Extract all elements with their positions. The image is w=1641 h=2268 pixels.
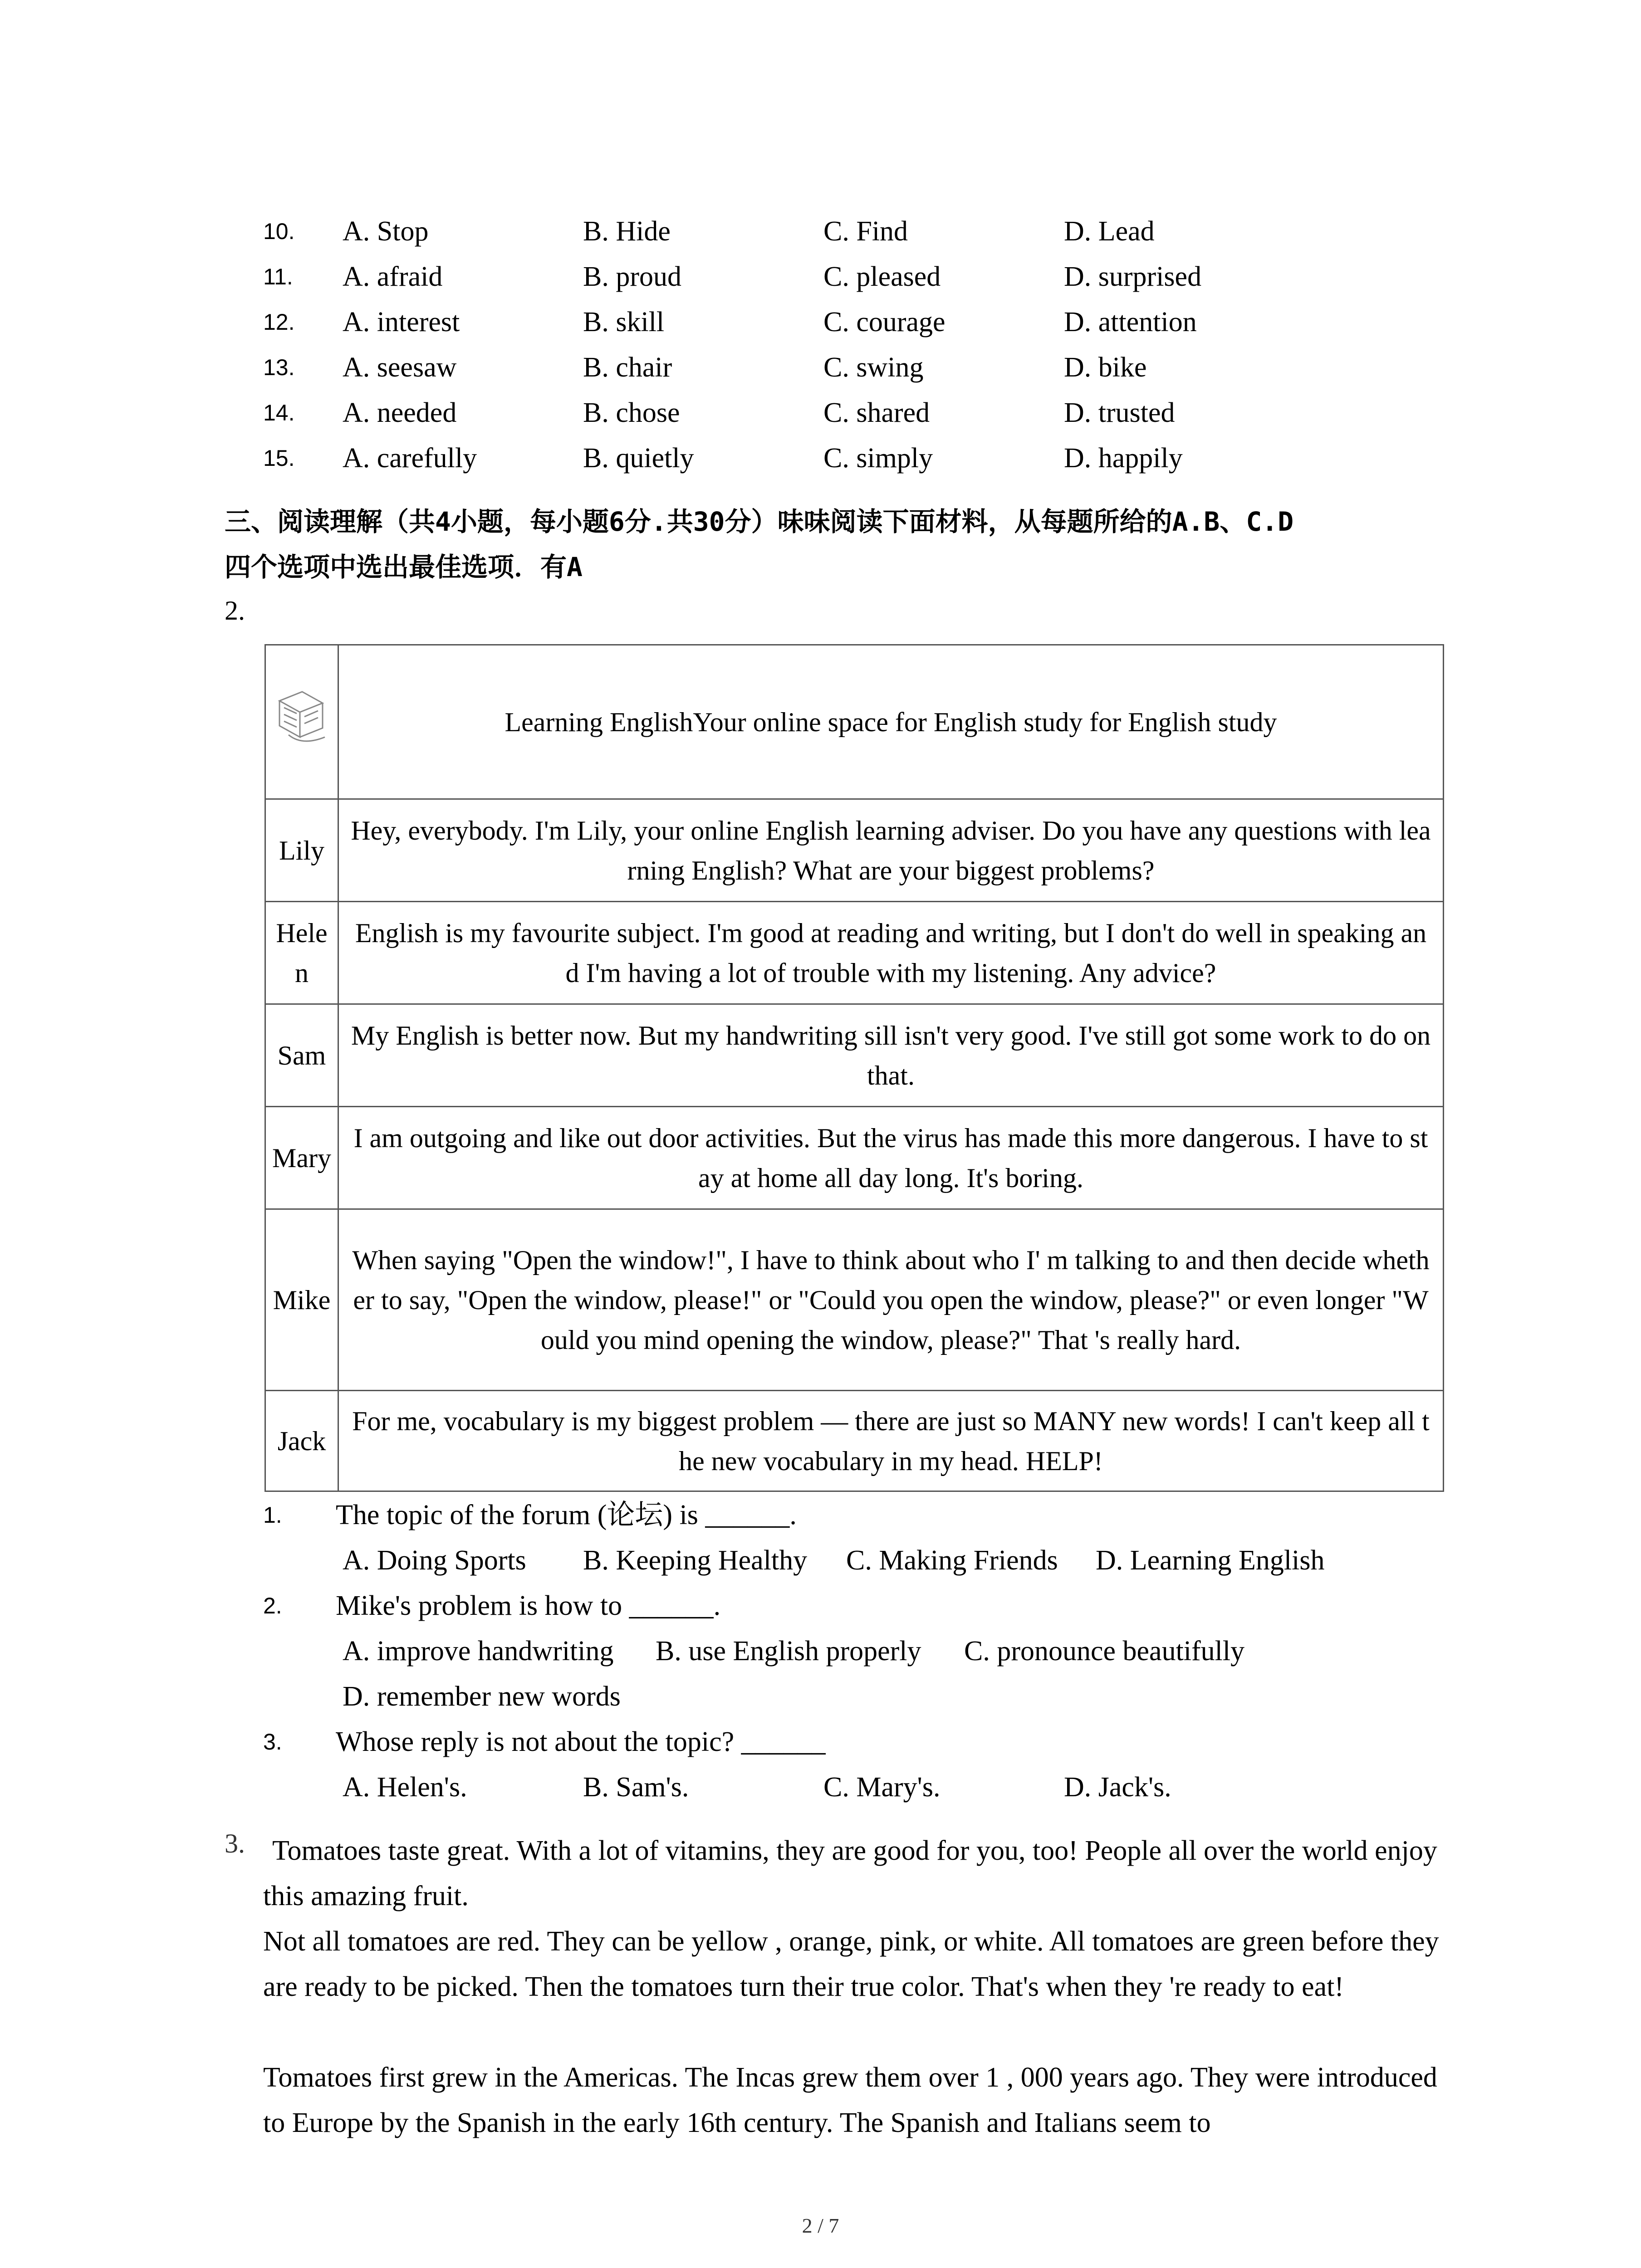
forum-post: For me, vocabulary is my biggest problem — there are just so MANY new words! I can't keep all the new vocabulary in my head. HELP! xyxy=(338,1391,1444,1491)
option-b: B. skill xyxy=(583,307,665,337)
option-c: C. pronounce beautifully xyxy=(964,1636,1245,1667)
option-d: D. attention xyxy=(1064,307,1197,337)
option-a: A. afraid xyxy=(343,261,443,292)
option-c: C. swing xyxy=(823,352,924,383)
option-a: A. Helen's. xyxy=(343,1772,467,1803)
option-d: D. Jack's. xyxy=(1064,1772,1171,1803)
option-d: D. remember new words xyxy=(343,1681,621,1712)
forum-logo-cell xyxy=(265,645,338,799)
books-icon xyxy=(270,683,334,751)
option-d: D. happily xyxy=(1064,443,1183,474)
forum-post: English is my favourite subject. I'm good at reading and writing, but I don't do well in speaking and I'm having a lot of trouble with my listening. Any advice? xyxy=(338,902,1444,1004)
forum-username: Mary xyxy=(265,1107,338,1209)
question-2-number: 2. xyxy=(225,596,245,626)
passage-paragraph-1: Tomatoes taste great. With a lot of vitamins, they are good for you, too! People all over the world enjoy this amazing fruit. xyxy=(263,1835,1437,1911)
option-b: B. chair xyxy=(583,352,672,383)
option-a: A. Stop xyxy=(343,216,429,247)
option-a: A. improve handwriting xyxy=(343,1636,614,1667)
option-a: A. Doing Sports xyxy=(343,1545,526,1576)
option-a: A. carefully xyxy=(343,443,477,474)
option-b: B. Sam's. xyxy=(583,1772,689,1803)
option-c: C. Making Friends xyxy=(846,1545,1058,1576)
option-b: B. Hide xyxy=(583,216,671,247)
forum-username: Lily xyxy=(265,799,338,902)
forum-post: My English is better now. But my handwriting sill isn't very good. I've still got some work to do on that. xyxy=(338,1004,1444,1107)
option-d: D. surprised xyxy=(1064,261,1202,292)
question-number: 3. xyxy=(263,1729,282,1755)
option-b: B. Keeping Healthy xyxy=(583,1545,808,1576)
option-c: C. courage xyxy=(823,307,945,337)
option-a: A. needed xyxy=(343,397,457,428)
forum-row-mary xyxy=(265,1107,1444,1209)
forum-table xyxy=(265,644,1444,1492)
forum-post: I am outgoing and like out door activities. But the virus has made this more dangerous. I have to stay at home all day long. It's boring. xyxy=(338,1107,1444,1209)
option-c: C. pleased xyxy=(823,261,941,292)
question-number: 10. xyxy=(263,219,295,244)
option-d: D. Lead xyxy=(1064,216,1155,247)
option-a: A. interest xyxy=(343,307,460,337)
option-c: C. Find xyxy=(823,216,908,247)
forum-username: Sam xyxy=(265,1004,338,1107)
option-b: B. chose xyxy=(583,397,680,428)
section-heading-line-1: 三、阅读理解（共4小题，每小题6分.共30分）味味阅读下面材料，从每题所给的A.B、C.D xyxy=(225,506,1294,537)
option-a: A. seesaw xyxy=(343,352,457,383)
forum-username: Helen xyxy=(265,902,338,1004)
question-number: 11. xyxy=(263,264,293,289)
question-stem: Mike's problem is how to ______. xyxy=(336,1590,721,1621)
forum-title: Learning EnglishYour online space for English study for English study xyxy=(338,645,1444,799)
forum-username: Jack xyxy=(265,1391,338,1491)
option-c: C. simply xyxy=(823,443,933,474)
forum-post: When saying "Open the window!", I have to think about who I' m talking to and then decide whether to say, "Open the window, please!" or "Could you open the window, please?" or even longer "Would you mind opening the window, please?" That 's really hard. xyxy=(338,1209,1444,1391)
question-number: 13. xyxy=(263,355,295,380)
option-d: D. trusted xyxy=(1064,397,1175,428)
question-stem: The topic of the forum (论坛) is ______. xyxy=(336,1500,797,1530)
option-b: B. proud xyxy=(583,261,681,292)
question-number: 14. xyxy=(263,400,295,425)
forum-row-helen xyxy=(265,902,1444,1004)
passage-paragraph-3: Tomatoes first grew in the Americas. The Incas grew them over 1 , 000 years ago. They were introduced to Europe by the Spanish in the early 16th century. The Spanish and Italians seem to xyxy=(263,2062,1437,2138)
forum-header-row xyxy=(265,645,1444,799)
passage-paragraph-2: Not all tomatoes are red. They can be yellow , orange, pink, or white. All tomatoes are green before they are ready to be picked. Then the tomatoes turn their true color. That's when they 're ready to eat! xyxy=(263,1926,1439,2002)
question-number: 15. xyxy=(263,445,295,471)
forum-post: Hey, everybody. I'm Lily, your online English learning adviser. Do you have any questions with learning English? What are your biggest problems? xyxy=(338,799,1444,902)
option-d: D. Learning English xyxy=(1096,1545,1325,1576)
forum-username: Mike xyxy=(265,1209,338,1391)
forum-row-jack xyxy=(265,1391,1444,1491)
option-b: B. use English properly xyxy=(656,1636,921,1667)
forum-row-mike xyxy=(265,1209,1444,1391)
question-number: 2. xyxy=(263,1593,282,1618)
forum-row-lily xyxy=(265,799,1444,902)
question-stem: Whose reply is not about the topic? ______ xyxy=(336,1726,826,1757)
option-d: D. bike xyxy=(1064,352,1147,383)
option-b: B. quietly xyxy=(583,443,694,474)
section-heading-line-2: 四个选项中选出最佳选项．有A xyxy=(225,552,583,582)
option-c: C. Mary's. xyxy=(823,1772,941,1803)
question-number: 12. xyxy=(263,309,295,335)
option-c: C. shared xyxy=(823,397,930,428)
question-3-number: 3. xyxy=(225,1828,245,1858)
forum-row-sam xyxy=(265,1004,1444,1107)
question-number: 1. xyxy=(263,1502,282,1528)
page-number: 2 / 7 xyxy=(802,2214,839,2237)
